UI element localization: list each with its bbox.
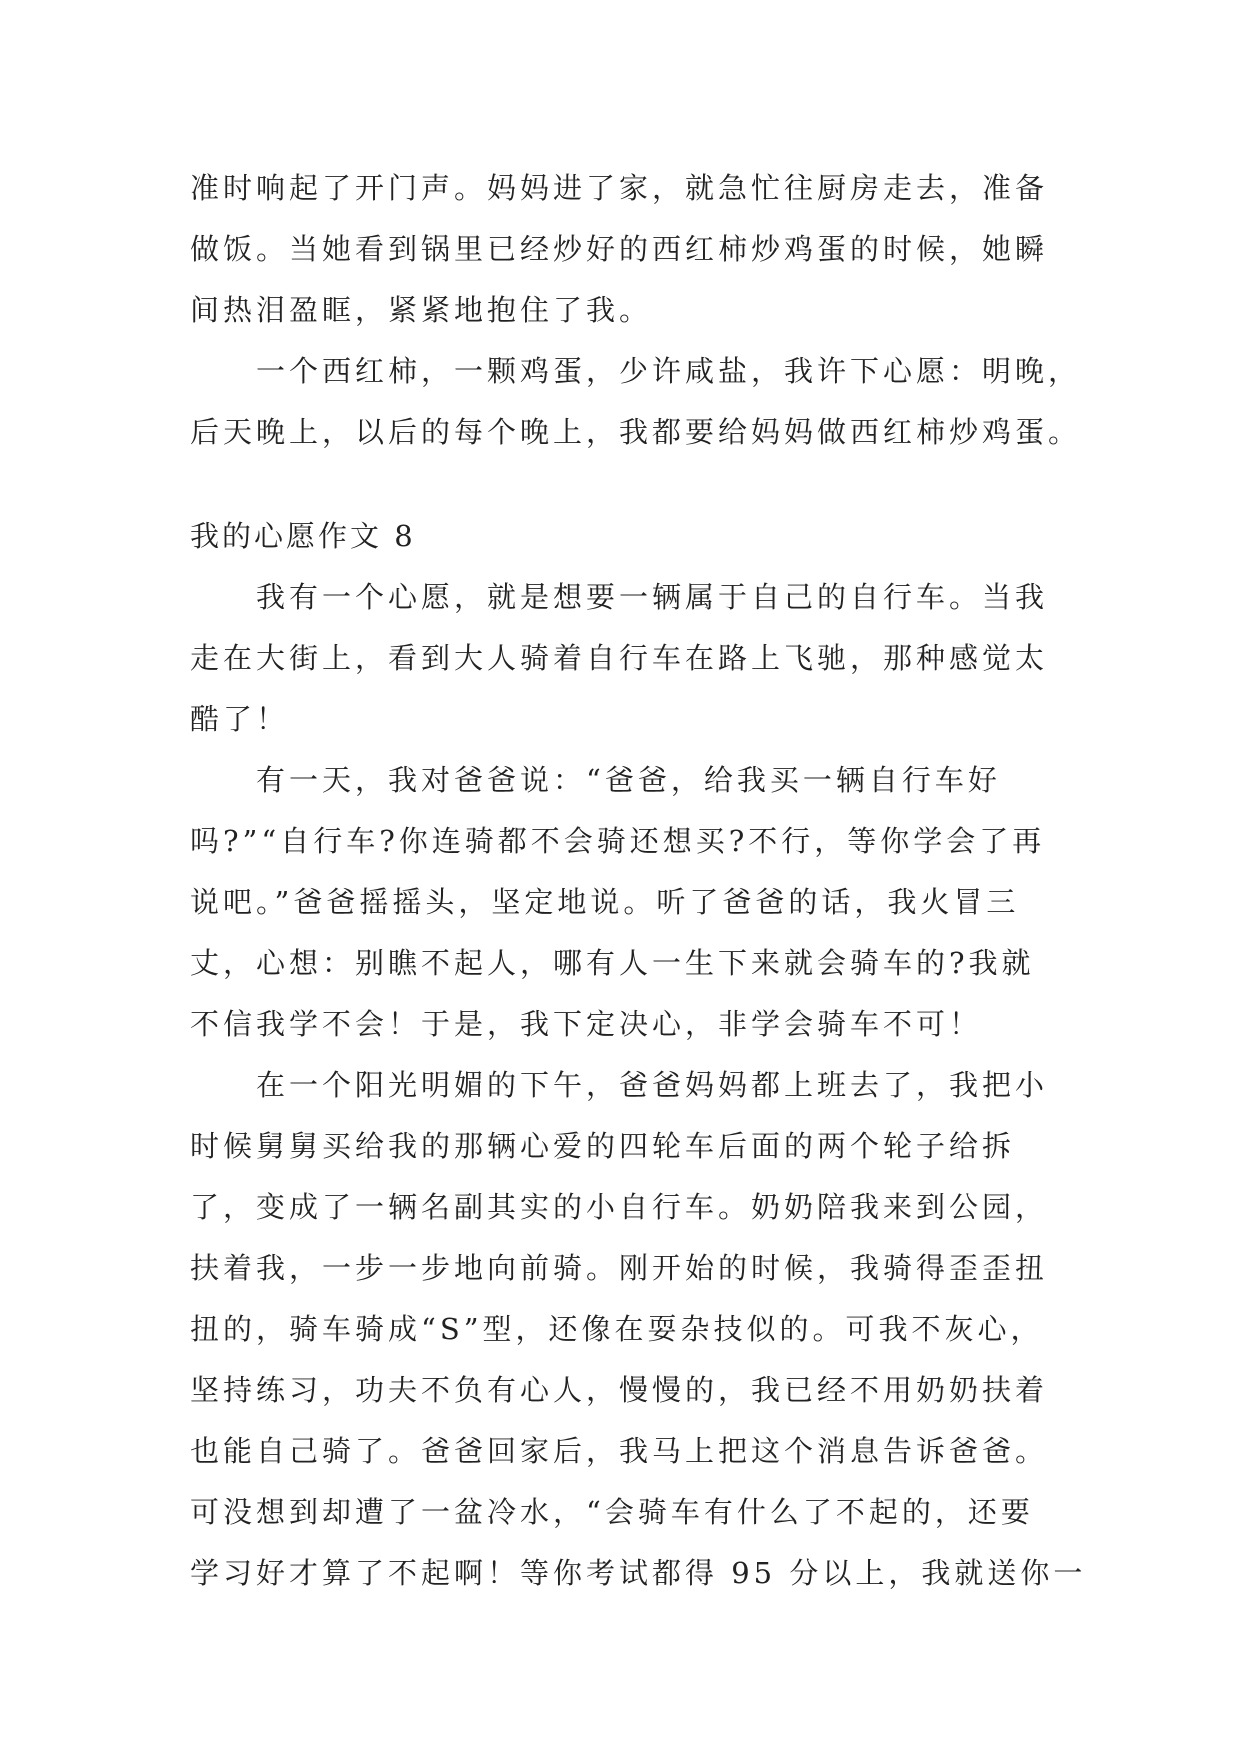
document-body <box>190 158 1087 1604</box>
text-line: 可没想到却遭了一盆冷水，“会骑车有什么了不起的，还要 <box>190 1495 1034 1529</box>
text-line: 时候舅舅买给我的那辆心爱的四轮车后面的两个轮子给拆 <box>190 1129 1016 1163</box>
text-line: 吗?”“自行车?你连骑都不会骑还想买?不行，等你学会了再 <box>190 824 1046 858</box>
paragraph <box>190 750 1060 1055</box>
text-line: 一个西红柿，一颗鸡蛋，少许咸盐，我许下心愿：明晚， <box>256 354 1082 388</box>
paragraph <box>190 158 1060 341</box>
text-line: 做饭。当她看到锅里已经炒好的西红柿炒鸡蛋的时候，她瞬 <box>190 232 1049 266</box>
text-line: 坚持练习，功夫不负有心人，慢慢的，我已经不用奶奶扶着 <box>190 1373 1049 1407</box>
text-line: 我有一个心愿，就是想要一辆属于自己的自行车。当我 <box>256 580 1049 614</box>
paragraph <box>190 1055 1087 1604</box>
text-line: 有一天，我对爸爸说：“爸爸，给我买一辆自行车好 <box>256 763 1001 797</box>
text-line: 不信我学不会！于是，我下定决心，非学会骑车不可！ <box>190 1007 983 1041</box>
text-line: 丈，心想：别瞧不起人，哪有人一生下来就会骑车的?我就 <box>190 946 1035 980</box>
text-line: 间热泪盈眶，紧紧地抱住了我。 <box>190 293 653 327</box>
text-line: 后天晚上，以后的每个晚上，我都要给妈妈做西红柿炒鸡蛋。 <box>190 415 1082 449</box>
text-line: 准时响起了开门声。妈妈进了家，就急忙往厨房走去，准备 <box>190 171 1049 205</box>
text-line: 也能自己骑了。爸爸回家后，我马上把这个消息告诉爸爸。 <box>190 1434 1049 1468</box>
text-line: 扶着我，一步一步地向前骑。刚开始的时候，我骑得歪歪扭 <box>190 1251 1049 1285</box>
text-line: 走在大街上，看到大人骑着自行车在路上飞驰，那种感觉太 <box>190 641 1049 675</box>
section-title: 我的心愿作文 8 <box>190 519 416 553</box>
text-line: 在一个阳光明媚的下午，爸爸妈妈都上班去了，我把小 <box>256 1068 1049 1102</box>
text-line: 扭的，骑车骑成“S”型，还像在耍杂技似的。可我不灰心， <box>190 1312 1044 1346</box>
text-line: 酷了！ <box>190 702 290 736</box>
paragraph <box>190 567 1060 750</box>
paragraph <box>190 341 1082 463</box>
text-line: 学习好才算了不起啊！等你考试都得 95 分以上，我就送你一 <box>190 1556 1087 1590</box>
text-line: 了，变成了一辆名副其实的小自行车。奶奶陪我来到公园， <box>190 1190 1049 1224</box>
text-line: 说吧。”爸爸摇摇头，坚定地说。听了爸爸的话，我火冒三 <box>190 885 1020 919</box>
section-gap <box>190 463 1060 506</box>
